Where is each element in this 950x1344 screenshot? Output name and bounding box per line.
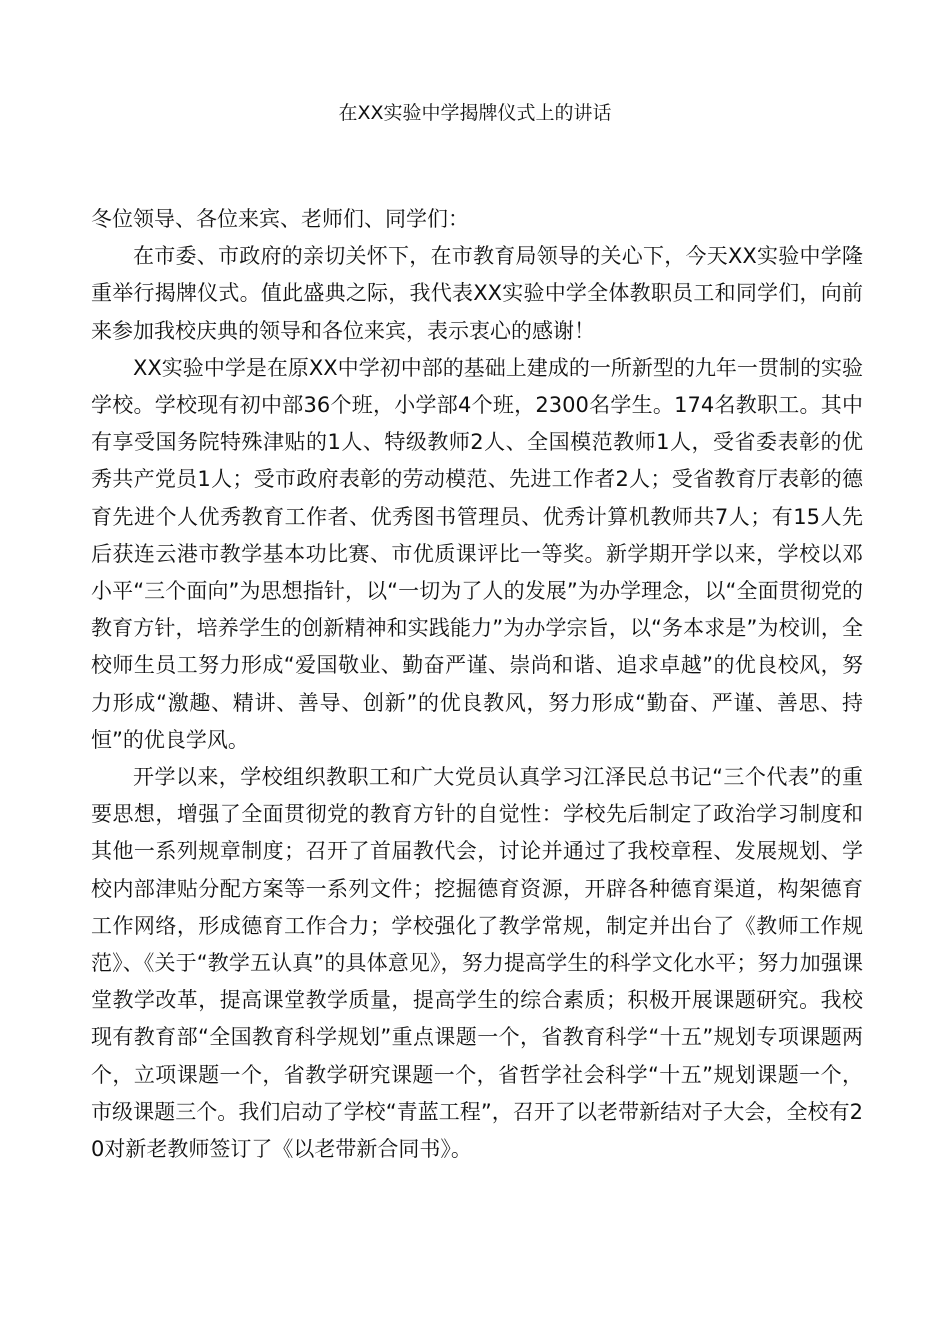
- paragraph-work-summary: 开学以来，学校组织教职工和广大党员认真学习江泽民总书记“三个代表”的重要思想，增强了全面贯彻党的教育方针的自觉性：学校先后制定了政治学习制度和其他一系列规章制度；召开了首届教代会，讨论并通过了我校章程、发展规划、学校内部津贴分配方案等一系列文件；挖掘德育资源，开辟各种德育渠道，构架德育工作网络，形成德育工作合力；学校强化了教学常规，制定并出台了《教师工作规范》、《关于“教学五认真”的具体意见》，努力提高学生的科学文化水平；努力加强课堂教学改革，提高课堂教学质量，提高学生的综合素质；积极开展课题研究。我校现有教育部“全国教育科学规划”重点课题一个，省教育科学“十五”规划专项课题两个，立项课题一个，省教学研究课题一个，省哲学社会科学“十五”规划课题一个，市级课题三个。我们启动了学校“青蓝工程”，召开了以老带新结对子大会，全校有20对新老教师签订了《以老带新合同书》。: [91, 765, 863, 1162]
- paragraph-opening: 在市委、市政府的亲切关怀下，在市教育局领导的关心下，今天XX实验中学隆重举行揭牌仪式。值此盛典之际，我代表XX实验中学全体教职员工和同学们，向前来参加我校庆典的领导和各位来宾，表示衷心的感谢！: [91, 244, 863, 343]
- paragraph-school-overview: XX实验中学是在原XX中学初中部的基础上建成的一所新型的九年一贯制的实验学校。学校现有初中部36个班，小学部4个班，2300名学生。174名教职工。其中有享受国务院特殊津贴的1人、特级教师2人、全国模范教师1人，受省委表彰的优秀共产党员1人；受市政府表彰的劳动模范、先进工作者2人；受省教育厅表彰的德育先进个人优秀教育工作者、优秀图书管理员、优秀计算机教师共7人；有15人先后获连云港市教学基本功比赛、市优质课评比一等奖。新学期开学以来，学校以邓小平“三个面向”为思想指针，以“一切为了人的发展”为办学理念，以“全面贯彻党的教育方针，培养学生的创新精神和实践能力”为办学宗旨，以“务本求是”为校训，全校师生员工努力形成“爱国敬业、勤奋严谨、崇尚和谐、追求卓越”的优良校风，努力形成“激趣、精讲、善导、创新”的优良教风，努力形成“勤奋、严谨、善思、持恒”的优良学风。: [91, 355, 863, 752]
- document-title: 在XX实验中学揭牌仪式上的讲话: [338, 102, 612, 124]
- document-body: [91, 201, 863, 1168]
- greeting-line: 冬位领导、各位来宾、老师们、同学们：: [91, 207, 469, 231]
